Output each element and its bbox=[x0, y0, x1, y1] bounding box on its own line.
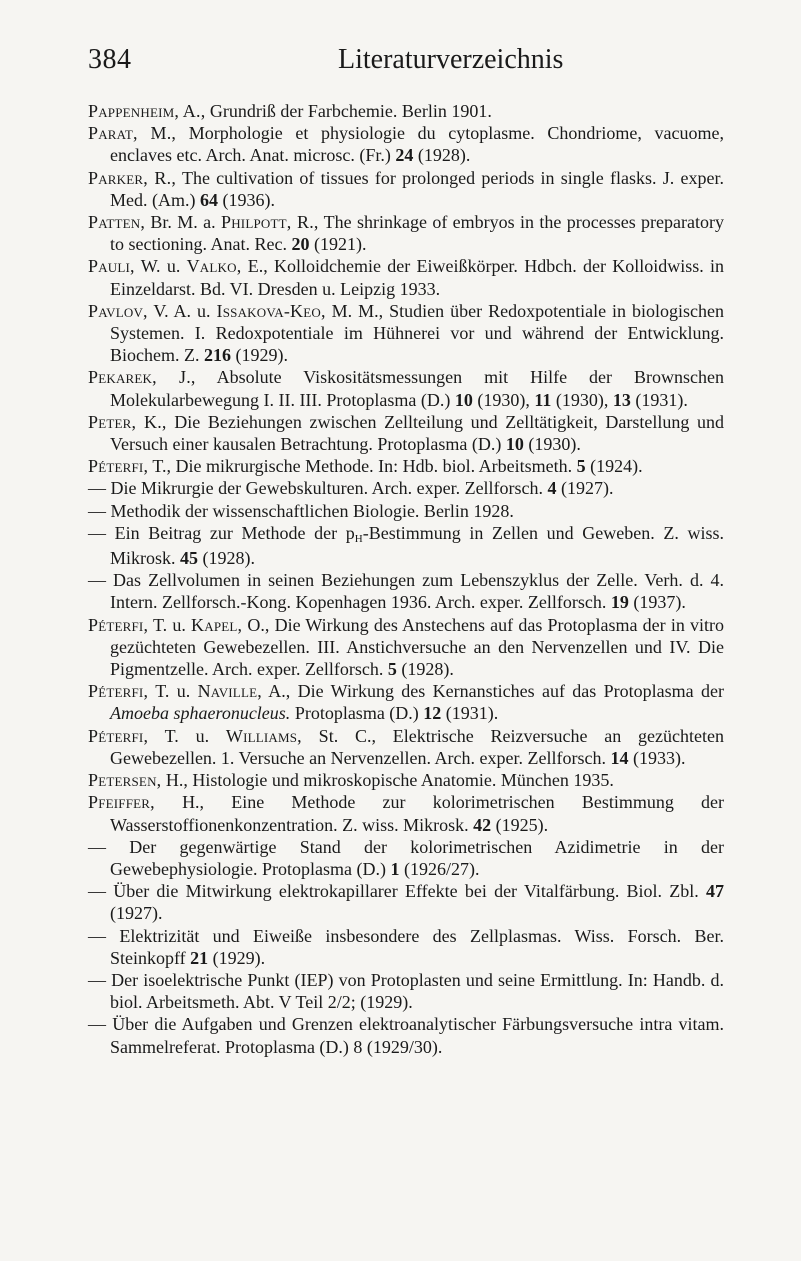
ref-text: — Der gegenwärtige Stand der kolorimetrischen Azidimetrie in der Gewebephysiologie. Protoplasma (D.) bbox=[88, 836, 724, 879]
running-head: Literaturverzeichnis bbox=[338, 44, 564, 75]
reference-entry bbox=[88, 925, 724, 969]
ref-text: Grundriß der Farbchemie. Berlin 1901. bbox=[205, 101, 492, 121]
volume: 13 bbox=[612, 389, 631, 410]
subscript: H bbox=[354, 532, 363, 545]
reference-entry bbox=[88, 836, 724, 880]
volume: 21 bbox=[190, 947, 209, 968]
author: Pekarek, J., bbox=[88, 367, 196, 388]
author: Péterfi, bbox=[88, 456, 149, 477]
author: Pavlov, bbox=[88, 300, 148, 321]
ref-text: (1931). bbox=[630, 389, 688, 410]
ref-text: — Über die Aufgaben und Grenzen elektroanalytischer Färbungsversuche intra vitam. Sammelreferat. Protoplasma (D.) 8 (1929/30). bbox=[88, 1014, 724, 1057]
ref-text: The shrinkage of embryos in the processes preparatory to sectioning. Anat. Rec. bbox=[110, 212, 724, 255]
ref-text: (1930). bbox=[523, 434, 581, 455]
volume: 45 bbox=[180, 548, 199, 569]
reference-entry bbox=[88, 725, 724, 769]
reference-list bbox=[88, 100, 724, 1058]
ref-text: (1928). bbox=[396, 659, 454, 680]
volume: 10 bbox=[505, 434, 524, 455]
ref-text: (1924). bbox=[585, 456, 643, 477]
reference-entry bbox=[88, 100, 724, 122]
ref-text: (1925). bbox=[491, 814, 549, 835]
ref-text: V. A. u. bbox=[147, 300, 217, 321]
ref-text: Br. M. a. bbox=[145, 212, 221, 233]
ref-text: T. u. bbox=[148, 614, 192, 635]
author: Pfeiffer, bbox=[88, 792, 155, 813]
reference-entry bbox=[88, 455, 724, 477]
ref-text: — Elektrizität und Eiweiße insbesondere des Zellplasmas. Wiss. Forsch. Ber. Steinkopff bbox=[88, 925, 724, 968]
ref-text: (1927). bbox=[556, 478, 614, 499]
volume: 10 bbox=[454, 389, 473, 410]
ref-text: — Über die Mitwirkung elektrokapillarer Effekte bei der Vitalfärbung. Biol. Zbl. bbox=[88, 881, 706, 902]
ref-text: A., Die Wirkung des Kernanstiches auf das Protoplasma der bbox=[261, 681, 724, 702]
reference-entry bbox=[88, 167, 724, 211]
coauthor: Naville, bbox=[197, 681, 262, 702]
author: Patten, bbox=[88, 212, 146, 233]
ref-text: Morphologie et physiologie du cytoplasme. Chondriome, vacuome, enclaves etc. Arch. Anat. microsc. (Fr.) bbox=[110, 123, 724, 166]
reference-entry bbox=[88, 211, 724, 255]
volume: 12 bbox=[423, 703, 442, 724]
reference-entry bbox=[88, 1013, 724, 1057]
ref-text: (1930), bbox=[551, 389, 613, 410]
ref-text: (1926/27). bbox=[399, 858, 480, 879]
ref-text: (1929). bbox=[230, 345, 288, 366]
reference-entry bbox=[88, 122, 724, 166]
volume: 20 bbox=[291, 234, 310, 255]
ref-text: (1927). bbox=[110, 903, 163, 924]
author: Parat, M., bbox=[88, 123, 177, 144]
volume: 24 bbox=[395, 145, 414, 166]
volume: 4 bbox=[547, 478, 557, 499]
ref-text: H., Eine Methode zur kolorimetrischen Bestimmung der Wasserstoffionenkonzentration. Z. wiss. Mikrosk. bbox=[110, 792, 724, 835]
coauthor: Issakova-Keo, bbox=[216, 300, 326, 321]
reference-entry bbox=[88, 300, 724, 367]
reference-entry bbox=[88, 411, 724, 455]
ref-text: — Das Zellvolumen in seinen Beziehungen zum Lebenszyklus der Zelle. Verh. d. 4. Intern. Zellforsch.-Kong. Kopenhagen 1936. Arch. exper. Zellforsch. bbox=[88, 570, 724, 613]
reference-entry bbox=[88, 569, 724, 613]
ref-text: Absolute Viskositätsmessungen mit Hilfe der Brownschen Molekularbewegung I. II. III. Protoplasma (D.) bbox=[110, 367, 724, 410]
ref-text: (1933). bbox=[628, 747, 686, 768]
author: Pauli, bbox=[88, 256, 135, 277]
volume: 64 bbox=[199, 189, 218, 210]
ref-text: T. u. bbox=[148, 725, 226, 746]
page-header bbox=[88, 44, 728, 84]
ref-text: M. M., Studien über Redoxpotentiale in biologischen Systemen. I. Redoxpotentiale im Hühnerei vor und während der Entwicklung. Biochem. Z. bbox=[110, 300, 725, 366]
author: Péterfi, bbox=[88, 681, 149, 702]
ref-text: — Die Mikrurgie der Gewebskulturen. Arch. exper. Zellforsch. bbox=[88, 478, 548, 499]
ref-text: (1921). bbox=[309, 234, 367, 255]
ref-text: — Der isoelektrische Punkt (IEP) von Protoplasten und seine Ermittlung. In: Handb. d. biol. Arbeitsmeth. Abt. V Teil 2/2; (1929). bbox=[88, 969, 724, 1013]
author: Petersen, bbox=[88, 770, 162, 791]
volume: 5 bbox=[576, 456, 586, 477]
ref-text: — Ein Beitrag zur Methode der p bbox=[88, 522, 355, 543]
ref-text: (1937). bbox=[628, 592, 686, 613]
coauthor: Philpott, R., bbox=[221, 212, 319, 233]
ref-text: -Bestimmung in Zellen und Geweben. Z. wiss. Mikrosk. bbox=[110, 522, 724, 569]
ref-text: T., Die mikrurgische Methode. In: Hdb. biol. Arbeitsmeth. bbox=[148, 456, 577, 477]
coauthor: Valko, bbox=[186, 256, 242, 277]
reference-entry bbox=[88, 522, 724, 569]
reference-entry bbox=[88, 769, 724, 791]
reference-entry bbox=[88, 969, 724, 1013]
ref-text: Die Beziehungen zwischen Zellteilung und Zelltätigkeit, Darstellung und Versuch einer kausalen Betrachtung. Protoplasma (D.) bbox=[110, 411, 724, 455]
ref-text: Protoplasma (D.) bbox=[290, 703, 424, 724]
author: Pappenheim, A., bbox=[88, 101, 206, 121]
ref-text: (1928). bbox=[413, 145, 471, 166]
ref-text: (1929). bbox=[208, 947, 266, 968]
page-number: 384 bbox=[88, 44, 132, 75]
volume: 216 bbox=[203, 345, 231, 366]
volume: 14 bbox=[610, 747, 629, 768]
author: Péterfi, bbox=[88, 725, 149, 746]
ref-text: (1931). bbox=[441, 703, 499, 724]
volume: 1 bbox=[390, 858, 400, 879]
reference-entry bbox=[88, 366, 724, 410]
ref-text: T. u. bbox=[148, 681, 198, 702]
coauthor: Williams, bbox=[225, 725, 302, 746]
ref-text: E., Kolloidchemie der Eiweißkörper. Hdbch. der Kolloidwiss. in Einzeldarst. Bd. VI. Dresden u. Leipzig 1933. bbox=[110, 256, 725, 299]
volume: 5 bbox=[387, 659, 397, 680]
author: Péterfi, bbox=[88, 614, 149, 635]
ref-text: W. u. bbox=[134, 256, 187, 277]
ref-text: O., Die Wirkung des Anstechens auf das Protoplasma der in vitro gezüchteten Gewebezellen. III. Anstichversuche an den Nervenzellen und IV. Die Pigmentzelle. Arch. exper. Zellforsch. bbox=[110, 614, 724, 680]
volume: 19 bbox=[610, 592, 629, 613]
coauthor: Kapel, bbox=[191, 614, 243, 635]
reference-entry bbox=[88, 500, 724, 522]
ref-text: (1930), bbox=[472, 389, 535, 410]
volume: 47 bbox=[706, 881, 724, 902]
species-name: Amoeba sphaeronucleus. bbox=[110, 703, 291, 724]
ref-text: (1936). bbox=[217, 189, 275, 210]
author: Peter, K., bbox=[88, 411, 167, 432]
reference-entry bbox=[88, 255, 724, 299]
reference-entry bbox=[88, 680, 724, 724]
reference-entry bbox=[88, 791, 724, 835]
volume: 11 bbox=[534, 389, 552, 410]
ref-text: St. C., Elektrische Reizversuche an gezüchteten Gewebezellen. 1. Versuche an Nervenzellen. Arch. exper. Zellforsch. bbox=[110, 725, 724, 768]
volume: 42 bbox=[473, 814, 492, 835]
reference-entry bbox=[88, 477, 724, 499]
reference-entry bbox=[88, 880, 724, 924]
reference-entry bbox=[88, 614, 724, 681]
ref-text: H., Histologie und mikroskopische Anatomie. München 1935. bbox=[161, 770, 614, 791]
author: Parker, R., bbox=[88, 167, 177, 188]
ref-text: (1928). bbox=[198, 548, 256, 569]
ref-text: The cultivation of tissues for prolonged periods in single flasks. J. exper. Med. (Am.) bbox=[110, 167, 724, 210]
ref-text: — Methodik der wissenschaftlichen Biologie. Berlin 1928. bbox=[88, 500, 514, 521]
